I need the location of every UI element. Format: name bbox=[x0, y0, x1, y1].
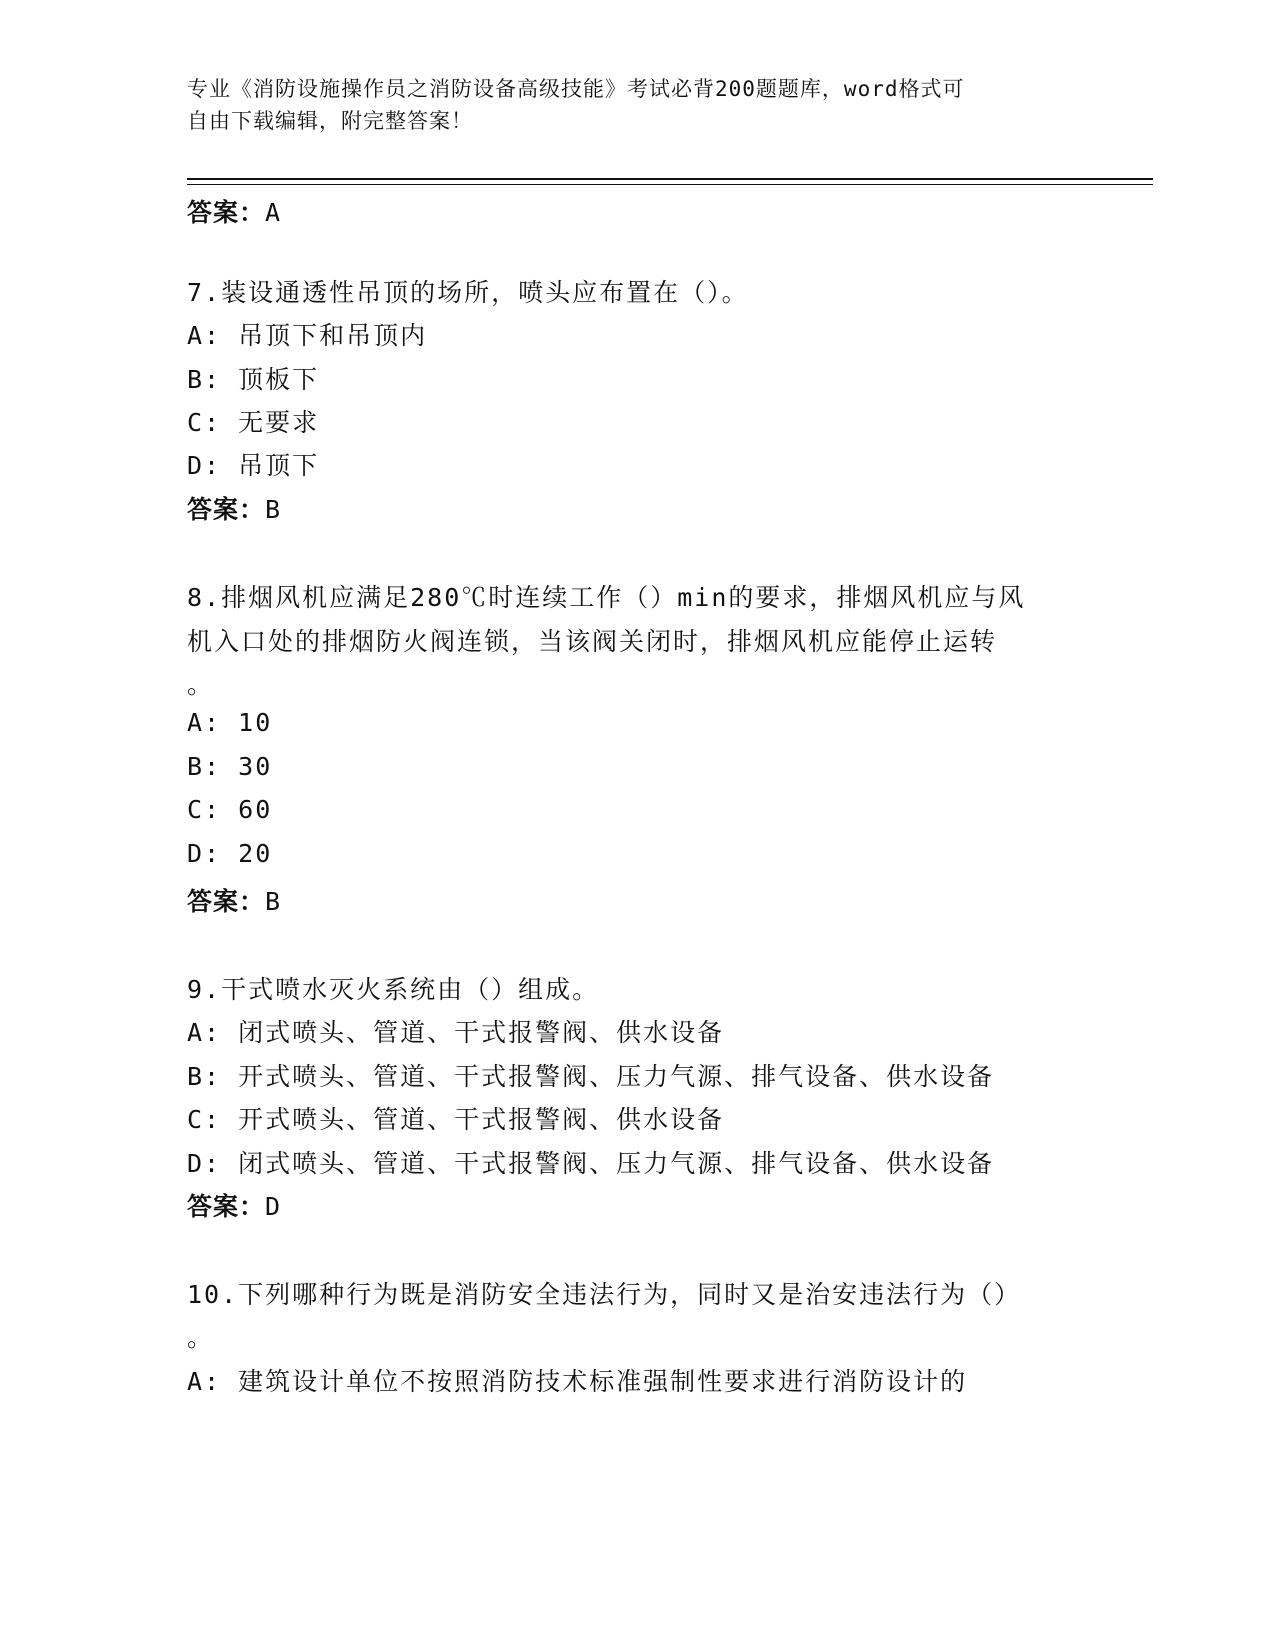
answer-value: B bbox=[265, 887, 282, 916]
option-a: A: 闭式喷头、管道、干式报警阀、供水设备 bbox=[187, 1018, 725, 1047]
answer-label: 答案： bbox=[187, 198, 266, 227]
header-divider bbox=[187, 178, 1153, 180]
question-stem: 。 bbox=[187, 1323, 215, 1352]
option-d: D: 闭式喷头、管道、干式报警阀、压力气源、排气设备、供水设备 bbox=[187, 1149, 995, 1178]
answer-value: A bbox=[265, 198, 282, 227]
option-d: D: 20 bbox=[187, 839, 273, 868]
document-header bbox=[187, 73, 1087, 137]
header-line-2: 自由下载编辑，附完整答案！ bbox=[187, 109, 473, 133]
question-stem: 机入口处的排烟防火阀连锁，当该阀关闭时，排烟风机应能停止运转 bbox=[187, 627, 998, 656]
question-stem: 。 bbox=[187, 670, 215, 699]
answer-value: D bbox=[265, 1192, 282, 1221]
header-divider-thin bbox=[187, 184, 1153, 185]
answer-label: 答案： bbox=[187, 1192, 266, 1221]
answer-label: 答案： bbox=[187, 495, 266, 524]
answer-line bbox=[187, 490, 281, 526]
option-a: A: 建筑设计单位不按照消防技术标准强制性要求进行消防设计的 bbox=[187, 1367, 968, 1396]
option-c: C: 开式喷头、管道、干式报警阀、供水设备 bbox=[187, 1105, 725, 1134]
header-line-1: 专业《消防设施操作员之消防设备高级技能》考试必背200题题库，word格式可 bbox=[187, 77, 965, 101]
question-stem: 9.干式喷水灭火系统由（）组成。 bbox=[187, 975, 600, 1004]
option-b: B: 30 bbox=[187, 752, 273, 781]
answer-line bbox=[187, 193, 281, 229]
question-stem: 7.装设通透性吊顶的场所，喷头应布置在（）。 bbox=[187, 278, 749, 307]
question-stem: 8.排烟风机应满足280℃时连续工作（）min的要求，排烟风机应与风 bbox=[187, 583, 1026, 612]
option-a: A: 吊顶下和吊顶内 bbox=[187, 321, 428, 350]
option-b: B: 顶板下 bbox=[187, 365, 320, 394]
answer-value: B bbox=[265, 495, 282, 524]
option-c: C: 无要求 bbox=[187, 408, 320, 437]
option-b: B: 开式喷头、管道、干式报警阀、压力气源、排气设备、供水设备 bbox=[187, 1062, 995, 1091]
option-d: D: 吊顶下 bbox=[187, 451, 320, 480]
answer-line bbox=[187, 882, 281, 918]
answer-line bbox=[187, 1187, 281, 1223]
option-a: A: 10 bbox=[187, 708, 273, 737]
question-stem: 10.下列哪种行为既是消防安全违法行为，同时又是治安违法行为（） bbox=[187, 1280, 1022, 1309]
option-c: C: 60 bbox=[187, 795, 273, 824]
answer-label: 答案： bbox=[187, 887, 266, 916]
